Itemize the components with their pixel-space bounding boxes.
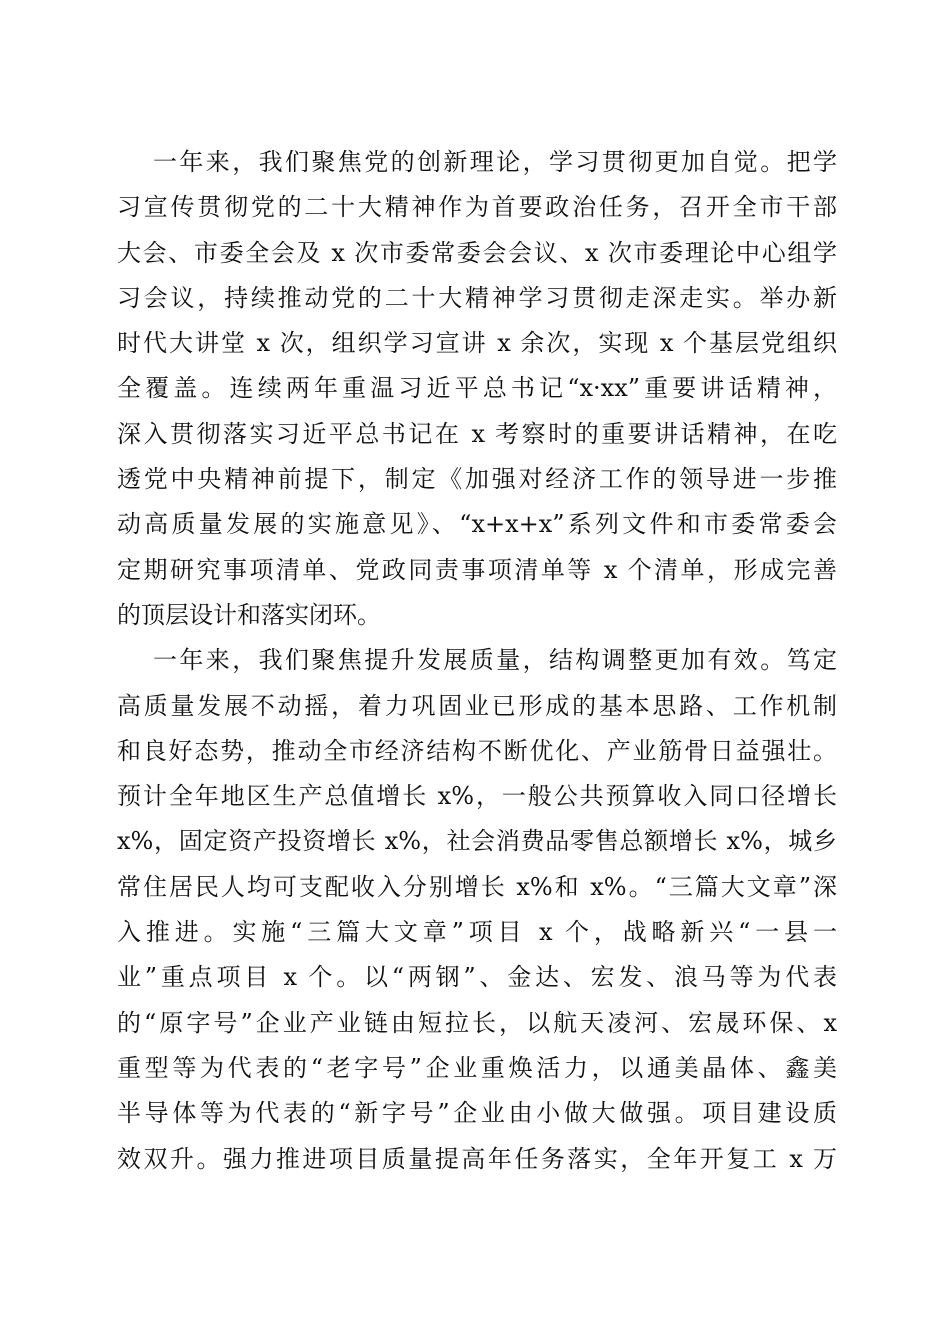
text-line: 入推进。实施“三篇大文章”项目 x 个，战略新兴“一县一 [117, 918, 837, 947]
text-line: 常住居民人均可支配收入分别增长 x%和 x%。“三篇大文章”深 [117, 872, 837, 901]
text-line: 的“原字号”企业产业链由短拉长，以航天凌河、宏晟环保、x [117, 1008, 837, 1037]
text-line: 深入贯彻落实习近平总书记在 x 考察时的重要讲话精神，在吃 [117, 419, 837, 448]
text-line: x%，固定资产投资增长 x%，社会消费品零售总额增长 x%，城乡 [117, 827, 837, 856]
text-line: 半导体等为代表的“新字号”企业由小做大做强。项目建设质 [117, 1099, 837, 1128]
paragraph [117, 140, 837, 638]
text-line: 透党中央精神前提下，制定《加强对经济工作的领导进一步推 [117, 465, 837, 494]
text-line: 一年来，我们聚焦提升发展质量，结构调整更加有效。笃定 [153, 646, 837, 675]
text-line: 重型等为代表的“老字号”企业重焕活力，以通美晶体、鑫美 [117, 1053, 837, 1082]
text-line: 和良好态势，推动全市经济结构不断优化、产业筋骨日益强壮。 [117, 736, 837, 765]
text-line: 一年来，我们聚焦党的创新理论，学习贯彻更加自觉。把学 [153, 148, 837, 176]
text-line: 效双升。强力推进项目质量提高年任务落实，全年开复工 x 万 [117, 1144, 837, 1173]
text-line: 全覆盖。连续两年重温习近平总书记“x·xx”重要讲话精神， [117, 374, 837, 403]
text-line: 定期研究事项清单、党政同责事项清单等 x 个清单，形成完善 [117, 555, 837, 584]
text-line: 高质量发展不动摇，着力巩固业已形成的基本思路、工作机制 [117, 691, 837, 720]
paragraph [117, 638, 837, 1182]
document-body [117, 140, 837, 1182]
text-line: 时代大讲堂 x 次，组织学习宣讲 x 余次，实现 x 个基层党组织 [117, 329, 837, 358]
text-line: 动高质量发展的实施意见》、“x+x+x”系列文件和市委常委会 [117, 510, 837, 539]
text-line: 业”重点项目 x 个。以“两钢”、金达、宏发、浪马等为代表 [117, 963, 837, 992]
text-line: 习宣传贯彻党的二十大精神作为首要政治任务，召开全市干部 [117, 193, 837, 222]
text-line: 预计全年地区生产总值增长 x%，一般公共预算收入同口径增长 [117, 782, 837, 811]
text-line: 的顶层设计和落实闭环。 [117, 600, 381, 629]
text-line: 习会议，持续推动党的二十大精神学习贯彻走深走实。举办新 [117, 283, 837, 312]
text-line: 大会、市委全会及 x 次市委常委会会议、x 次市委理论中心组学 [117, 238, 837, 267]
